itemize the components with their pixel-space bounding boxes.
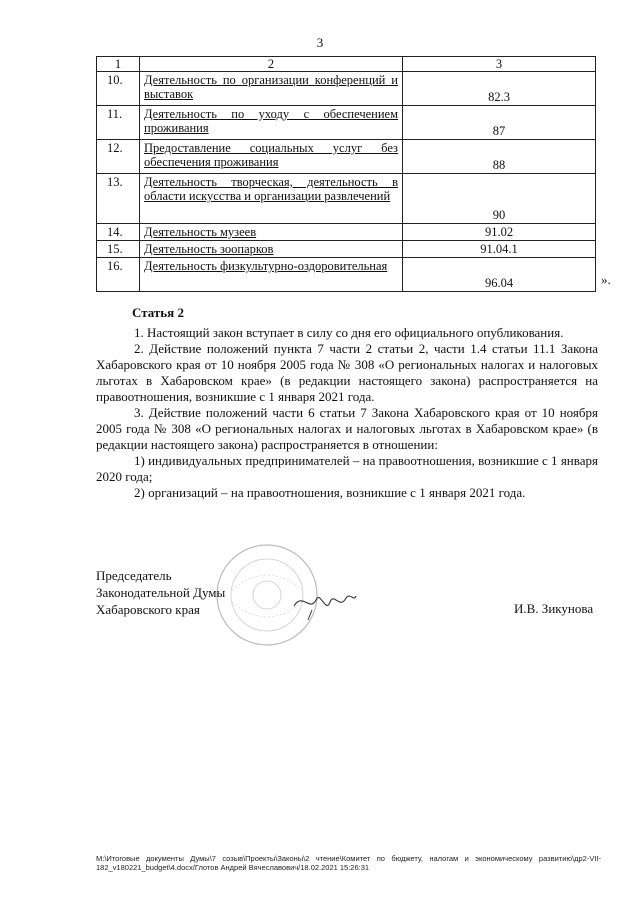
signer-title-line: Председатель [96,568,172,583]
table-row [97,241,596,258]
table-row [97,258,596,292]
row-number: 12. [97,140,140,174]
signer-title-line: Хабаровского края [96,602,200,617]
page-number: 3 [316,35,324,50]
row-number: 10. [97,72,140,106]
row-description: Деятельность физкультурно-оздоровительная [140,258,403,292]
article-paragraph: 1. Настоящий закон вступает в силу со дня его официального опубликования. [134,325,564,340]
row-number: 16. [97,258,140,292]
table-row [97,174,596,224]
signature-block [96,567,225,618]
row-code: 91.04.1 [403,241,596,258]
article-title: Статья 2 [132,305,184,320]
table-row [97,72,596,106]
article-paragraph: 2) организаций – на правоотношения, возникшие с 1 января 2021 года. [134,485,526,500]
row-number: 11. [97,106,140,140]
table-header-row [97,57,596,72]
article-2 [96,305,598,501]
article-paragraph: 1) индивидуальных предпринимателей – на правоотношения, возникшие с 1 января 2020 года; [96,453,598,484]
row-number: 14. [97,224,140,241]
table-row [97,224,596,241]
row-description: Предоставление социальных услуг без обеспечения проживания [140,140,403,174]
table-header-cell: 2 [140,57,403,72]
article-paragraph: 2. Действие положений пункта 7 части 2 статьи 2, части 1.4 статьи 11.1 Закона Хабаровского края от 10 ноября 2005 года № 308 «О региональных налогах и налоговых льготах в Хабаровском крае» (в редакции настоящего закона) распространяется на правоотношения, возникшие с 1 января 2021 года. [96,341,598,404]
table-header-cell: 1 [97,57,140,72]
article-paragraph: 3. Действие положений части 6 статьи 7 Закона Хабаровского края от 10 ноября 2005 года № 308 «О региональных налогах и налоговых льготах в Хабаровском крае» (в редакции настоящего закона) распространяется в отношении: [96,405,598,452]
row-code: 91.02 [403,224,596,241]
row-description: Деятельность творческая, деятельность в области искусства и организации развлечений [140,174,403,224]
row-description: Деятельность зоопарков [140,241,403,258]
row-description: Деятельность музеев [140,224,403,241]
closing-quote: ». [601,272,611,287]
signer-title-line: Законодательной Думы [96,585,226,600]
row-description: Деятельность по организации конференций и выставок [140,72,403,106]
row-number: 15. [97,241,140,258]
table-row [97,106,596,140]
row-code: 88 [403,140,596,174]
row-description: Деятельность по уходу с обеспечением проживания [140,106,403,140]
row-code: 82.3 [403,72,596,106]
row-number: 13. [97,174,140,224]
row-code: 87 [403,106,596,140]
table-header-cell: 3 [403,57,596,72]
file-path-footer: M:\Итоговые документы Думы\7 созыв\Проекты\Законы\2 чтение\Комитет по бюджету, налогам и экономическому развитию\др2-VII-182_v180221_budget\4.docx/Глотов Андрей Вячеславович/18.02.2021 15:26:31 [96,854,601,872]
table-row [97,140,596,174]
activity-codes-table [96,56,596,292]
row-code: 96.04 [403,258,596,292]
handwritten-signature [290,582,360,622]
signer-name: И.В. Зикунова [514,601,594,616]
row-code: 90 [403,174,596,224]
